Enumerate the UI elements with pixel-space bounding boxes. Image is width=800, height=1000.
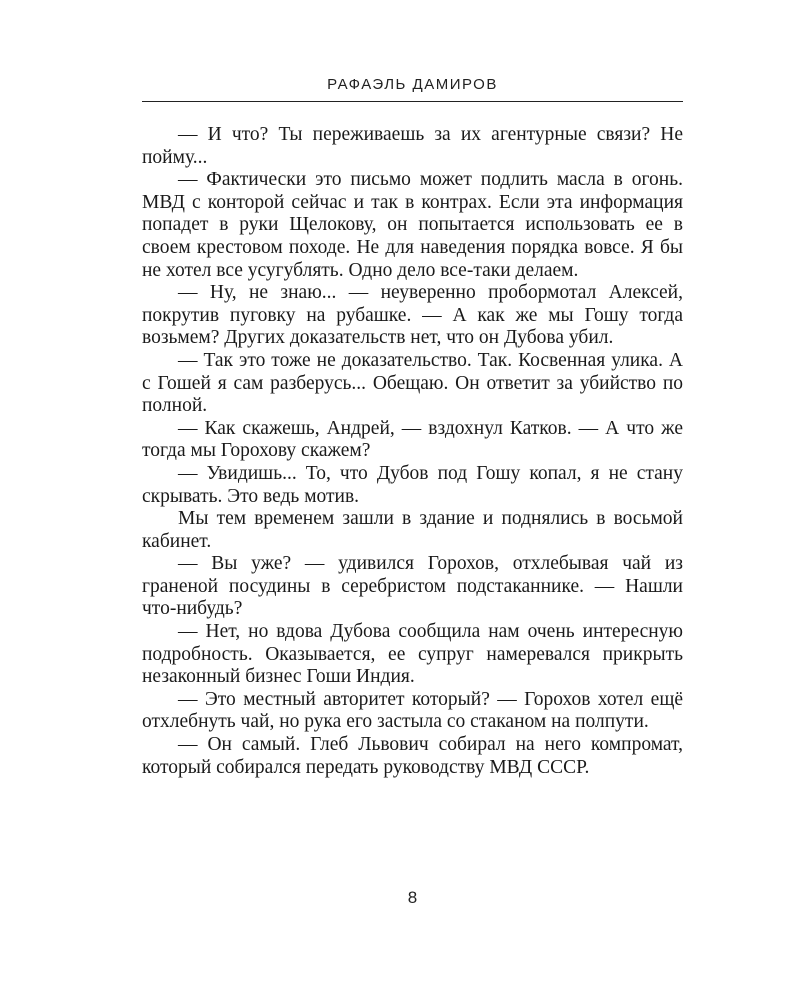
paragraph: — Он самый. Глеб Львович собирал на него компромат, который собирался передать руководству МВД СССР.	[142, 734, 683, 778]
page-number: 8	[407, 888, 418, 907]
paragraph: — Ну, не знаю... — неуверенно пробормотал Алексей, покрутив пуговку на рубашке. — А как же мы Гошу тогда возьмем? Других доказательств нет, что он Дубова убил.	[142, 282, 683, 349]
paragraph: — Так это тоже не доказательство. Так. Косвенная улика. А с Гошей я сам разберусь... Обещаю. Он ответит за убийство по полной.	[142, 349, 683, 417]
body-text	[142, 124, 683, 779]
paragraph: — И что? Ты переживаешь за их агентурные связи? Не пойму...	[142, 124, 683, 168]
paragraph: — Вы уже? — удивился Горохов, отхлебывая чай из граненой посудины в серебристом подстаканнике. — Нашли что-нибудь?	[142, 553, 683, 620]
running-head: РАФАЭЛЬ ДАМИРОВ	[327, 76, 498, 93]
paragraph: — Нет, но вдова Дубова сообщила нам очень интересную подробность. Оказывается, ее супруг намеревался прикрыть незаконный бизнес Гоши Индия.	[142, 621, 683, 688]
paragraph: — Как скажешь, Андрей, — вздохнул Катков. — А что же тогда мы Горохову скажем?	[142, 417, 683, 462]
paragraph: Мы тем временем зашли в здание и поднялись в восьмой кабинет.	[142, 508, 683, 552]
paragraph: — Увидишь... То, что Дубов под Гошу копал, я не стану скрывать. Это ведь мотив.	[142, 462, 683, 507]
header-rule	[142, 101, 683, 102]
paragraph: — Это местный авторитет который? — Горохов хотел ещё отхлебнуть чай, но рука его застыла со стаканом на полпути.	[142, 688, 683, 733]
paragraph: — Фактически это письмо может подлить масла в огонь. МВД с конторой сейчас и так в контрах. Если эта информация попадет в руки Щелокову, он попытается использовать ее в своем крестовом походе. Не для наведения порядка вовсе. Я бы не хотел все усугублять. Одно дело все-таки делаем.	[142, 169, 683, 281]
